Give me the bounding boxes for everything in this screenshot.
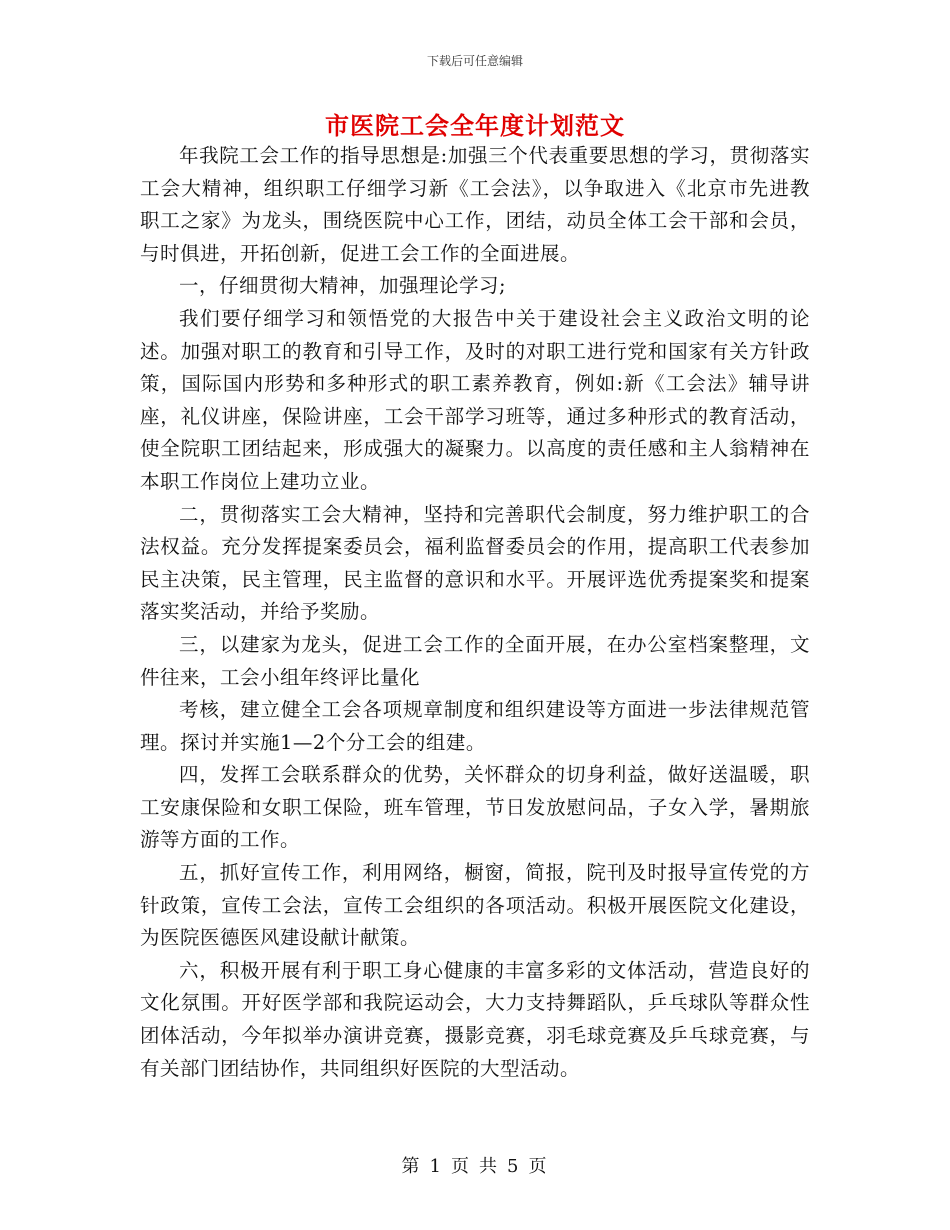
paragraph-section-3-continued: 考核，建立健全工会各项规章制度和组织建设等方面进一步法律规范管理。探讨并实施1—2个分工会的组建。: [140, 698, 810, 754]
paragraph-guiding-thought: 年我院工会工作的指导思想是:加强三个代表重要思想的学习，贯彻落实工会大精神，组织职工仔细学习新《工会法》，以争取进入《北京市先进教职工之家》为龙头，围绕医院中心工作，团结，动员全体工会干部和会员，与时俱进，开拓创新，促进工会工作的全面进展。: [140, 144, 810, 265]
footer-page-word: 页: [451, 1156, 471, 1177]
footer-prefix: 第: [401, 1156, 422, 1177]
paragraph-section-6: 六，积极开展有利于职工身心健康的丰富多彩的文体活动，营造良好的文化氛围。开好医学部和我院运动会，大力支持舞蹈队，乒乓球队等群众性团体活动，今年拟举办演讲竞赛，摄影竞赛，羽毛球竞赛及乒乓球竞赛，与有关部门团结协作，共同组织好医院的大型活动。: [140, 958, 810, 1080]
footer-total-pages: 5: [507, 1156, 521, 1177]
paragraph-section-1-heading: 一，仔细贯彻大精神，加强理论学习;: [179, 274, 507, 298]
paragraph-section-5: 五，抓好宣传工作，利用网络，橱窗，简报，院刊及时报导宣传党的方针政策，宣传工会法，宣传工会组织的各项活动。积极开展医院文化建设，为医院医德医风建设献计献策。: [140, 861, 810, 950]
document-body: [140, 140, 810, 1085]
page-header-note: 下载后可任意编辑: [426, 54, 523, 68]
paragraph-section-4: 四，发挥工会联系群众的优势，关怀群众的切身利益，做好送温暖，职工安康保险和女职工保险，班车管理，节日发放慰问品，子女入学，暑期旅游等方面的工作。: [140, 763, 810, 852]
footer-suffix: 页: [528, 1156, 549, 1177]
document-title: 市医院工会全年度计划范文: [325, 111, 625, 140]
footer-total-word: 共: [479, 1156, 499, 1177]
paragraph-section-2: 二，贯彻落实工会大精神，坚持和完善职代会制度，努力维护职工的合法权益。充分发挥提案委员会，福利监督委员会的作用，提高职工代表参加民主决策，民主管理，民主监督的意识和水平。开展评选优秀提案奖和提案落实奖活动，并给予奖励。: [140, 502, 810, 624]
footer-current-page: 1: [429, 1156, 443, 1177]
page-number-footer: [0, 1152, 950, 1178]
paragraph-section-3: 三，以建家为龙头，促进工会工作的全面开展，在办公室档案整理，文件往来，工会小组年终评比量化: [140, 632, 810, 689]
paragraph-section-1-body: 我们要仔细学习和领悟党的大报告中关于建设社会主义政治文明的论述。加强对职工的教育和引导工作，及时的对职工进行党和国家有关方针政策，国际国内形势和多种形式的职工素养教育，例如:新《工会法》辅导讲座，礼仪讲座，保险讲座，工会干部学习班等，通过多种形式的教育活动，使全院职工团结起来，形成强大的凝聚力。以高度的责任感和主人翁精神在本职工作岗位上建功立业。: [140, 306, 810, 493]
